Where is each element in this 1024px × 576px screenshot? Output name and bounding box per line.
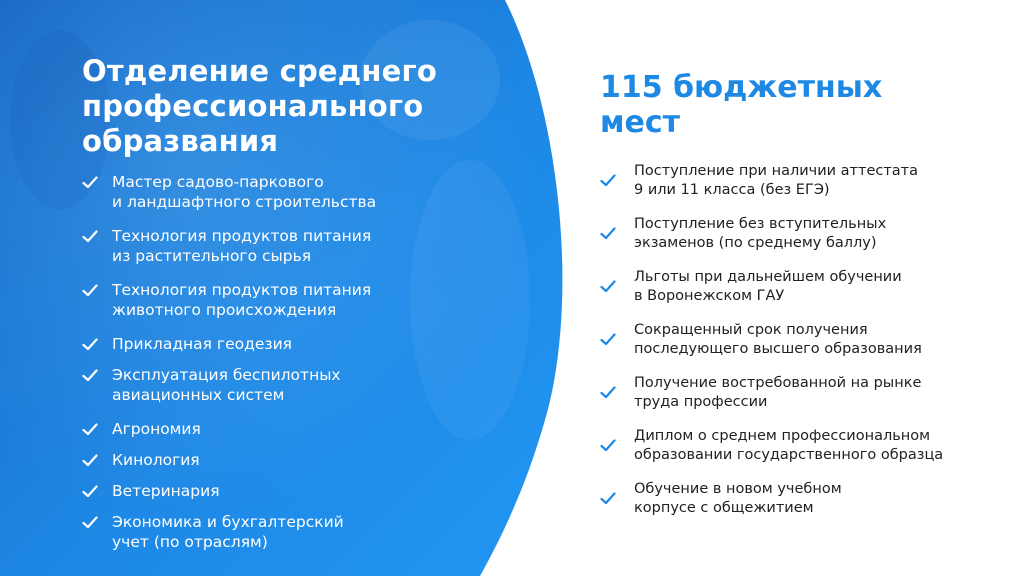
program-item <box>82 450 512 470</box>
benefit-item-line: в Воронежском ГАУ <box>634 288 785 304</box>
checkmark-icon <box>600 333 616 346</box>
program-item-line: авиационных систем <box>112 386 285 404</box>
benefit-item-line: Получение востребованной на рынке <box>634 375 922 391</box>
left-heading-line: Отделение среднего <box>82 54 437 88</box>
program-item <box>82 481 512 501</box>
benefit-item <box>600 480 1000 518</box>
program-item <box>82 334 512 354</box>
right-column <box>600 70 1000 533</box>
program-item <box>82 419 512 439</box>
program-item-line: Агрономия <box>112 420 201 438</box>
program-item-line: Технология продуктов питания <box>112 227 372 245</box>
benefit-item <box>600 374 1000 412</box>
program-item <box>82 512 512 552</box>
checkmark-icon <box>82 454 98 467</box>
benefit-item-line: Сокращенный срок получения <box>634 322 868 338</box>
right-heading-line: 115 бюджетных <box>600 70 883 105</box>
checkmark-icon <box>600 174 616 187</box>
program-list <box>82 172 512 552</box>
benefit-item-line: труда профессии <box>634 394 768 410</box>
program-item <box>82 365 512 405</box>
checkmark-icon <box>600 280 616 293</box>
program-item-line: Ветеринария <box>112 482 220 500</box>
left-heading <box>82 54 512 159</box>
benefit-item <box>600 321 1000 359</box>
program-item-line: из растительного сырья <box>112 247 312 265</box>
benefit-item <box>600 268 1000 306</box>
program-item-line: Мастер садово-паркового <box>112 173 324 191</box>
benefit-item-line: Диплом о среднем профессиональном <box>634 428 931 444</box>
benefit-item-line: Поступление при наличии аттестата <box>634 163 919 179</box>
checkmark-icon <box>600 492 616 505</box>
program-item <box>82 172 512 212</box>
benefit-item-line: Поступление без вступительных <box>634 216 887 232</box>
benefit-item-line: последующего высшего образования <box>634 341 922 357</box>
program-item <box>82 226 512 266</box>
checkmark-icon <box>82 516 98 529</box>
checkmark-icon <box>82 423 98 436</box>
program-item-line: Экономика и бухгалтерский <box>112 513 344 531</box>
checkmark-icon <box>600 227 616 240</box>
benefit-item-line: 9 или 11 класса (без ЕГЭ) <box>634 182 830 198</box>
benefit-item-line: образовании государственного образца <box>634 447 944 463</box>
program-item-line: Эксплуатация беспилотных <box>112 366 341 384</box>
benefit-item-line: Льготы при дальнейшем обучении <box>634 269 902 285</box>
benefit-item <box>600 427 1000 465</box>
checkmark-icon <box>82 485 98 498</box>
checkmark-icon <box>82 338 98 351</box>
checkmark-icon <box>600 386 616 399</box>
right-heading-line: мест <box>600 105 681 140</box>
checkmark-icon <box>82 230 98 243</box>
program-item-line: учет (по отраслям) <box>112 533 268 551</box>
checkmark-icon <box>82 176 98 189</box>
program-item-line: Кинология <box>112 451 200 469</box>
benefit-item-line: экзаменов (по среднему баллу) <box>634 235 877 251</box>
benefit-item <box>600 215 1000 253</box>
benefits-list <box>600 162 1000 518</box>
checkmark-icon <box>600 439 616 452</box>
program-item-line: Прикладная геодезия <box>112 335 292 353</box>
left-heading-line: образвания <box>82 124 279 158</box>
checkmark-icon <box>82 284 98 297</box>
benefit-item-line: корпусе с общежитием <box>634 500 814 516</box>
program-item <box>82 280 512 320</box>
program-item-line: и ландшафтного строительства <box>112 193 377 211</box>
left-column <box>82 54 512 566</box>
program-item-line: Технология продуктов питания <box>112 281 372 299</box>
checkmark-icon <box>82 369 98 382</box>
program-item-line: животного происхождения <box>112 301 337 319</box>
left-heading-line: профессионального <box>82 89 424 123</box>
right-heading <box>600 70 1000 140</box>
benefit-item <box>600 162 1000 200</box>
benefit-item-line: Обучение в новом учебном <box>634 481 842 497</box>
